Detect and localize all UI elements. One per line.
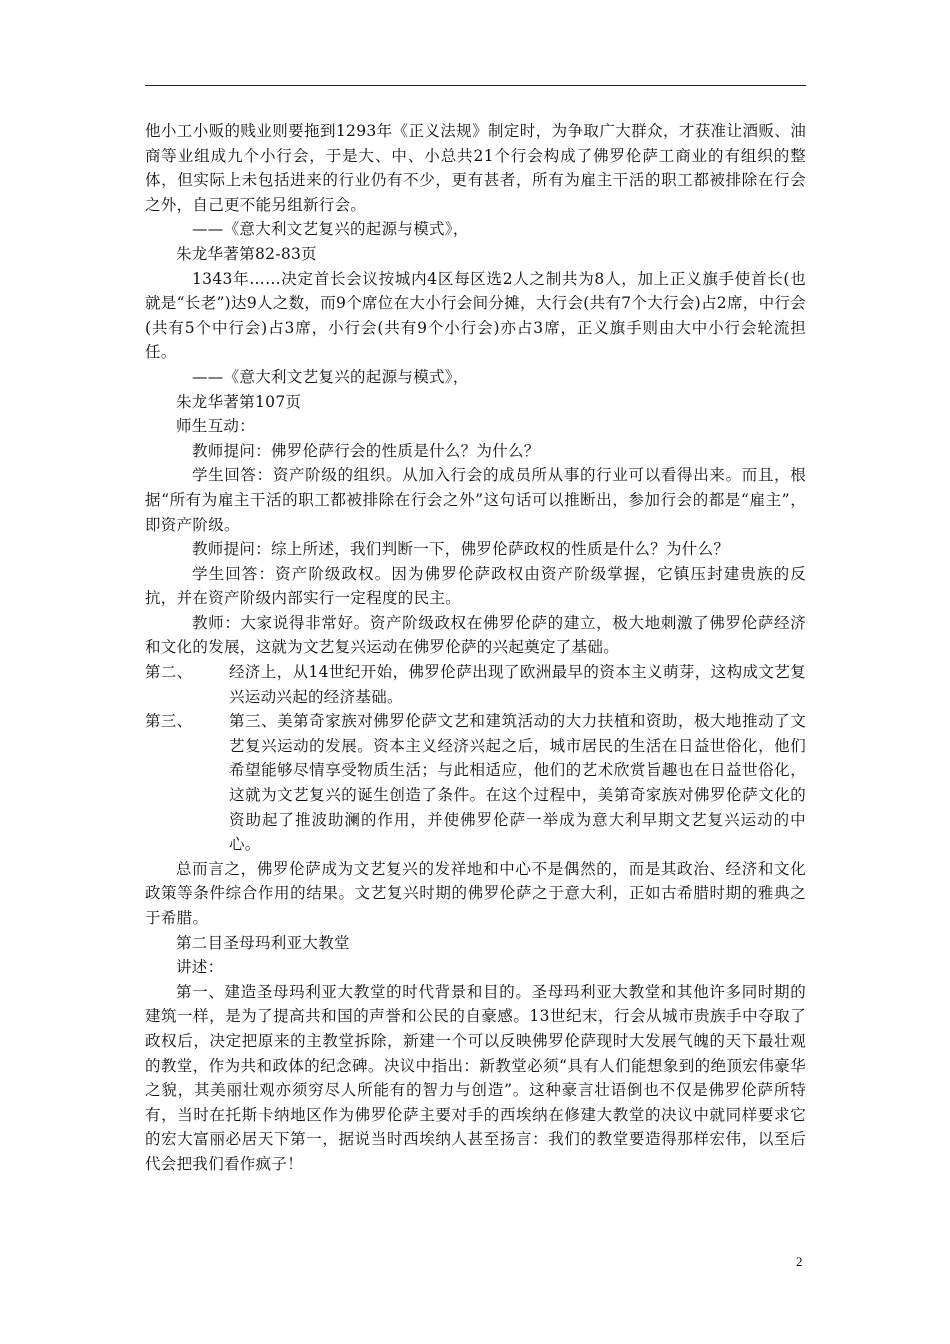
student-answer: 学生回答：资产阶级的组织。从加入行会的成员所从事的行业可以看得出来。而且，根据“所有为雇主干活的职工都被排除在行会之外”这句话可以推断出，参加行会的都是“雇主”，即资产阶级。 [145,466,806,534]
list-number: 第二、 [145,663,193,682]
list-text: 经济上，从14世纪开始，佛罗伦萨出现了欧洲最早的资本主义萌芽，这构成文艺复兴运动兴起的经济基础。 [229,663,806,706]
list-item [145,709,806,857]
section-heading: 第二目圣母玛利亚大教堂 [176,933,350,952]
page-number: 2 [796,1254,803,1269]
paragraph: 他小工小贩的贱业则要拖到1293年《正义法规》制定时，为争取广大群众，才获准让酒贩、油商等业组成九个小行会，于是大、中、小总共21个行会构成了佛罗伦萨工商业的有组织的整体，但实际上未包括进来的行业仍有不少，更有甚者，所有为雇主干活的职工都被排除在行会之外，自己更不能另组新行会。 [145,122,806,214]
list-item [145,660,806,709]
citation-title: ——《意大利文艺复兴的起源与模式》， [192,220,469,239]
paragraph: 1343年……决定首长会议按城内4区每区选2人之制共为8人，加上正义旗手使首长(也就是“长老”)达9人之数，而9个席位在大小行会间分摊，大行会(共有7个大行会)占2席，中行会(共有5个中行会)占3席，小行会(共有9个小行会)亦占3席，正义旗手则由大中小行会轮流担任。 [145,269,806,362]
list-number: 第三、 [145,712,193,731]
citation-title: ——《意大利文艺复兴的起源与模式》， [192,367,469,386]
citation-author: 朱龙华著第82-83页 [176,244,317,263]
section-label: 讲述： [176,958,224,977]
section-label: 师生互动： [176,417,256,436]
page-content [145,119,806,1177]
list-text: 第三、美第奇家族对佛罗伦萨文艺和建筑活动的大力扶植和资助，极大地推动了文艺复兴运动的发展。资本主义经济兴起之后，城市居民的生活在日益世俗化，他们希望能够尽情享受物质生活；与此相适应，他们的艺术欣赏旨趣也在日益世俗化，这就为文艺复兴的诞生创造了条件。在这个过程中，美第奇家族对佛罗伦萨文化的资助起了推波助澜的作用，并使佛罗伦萨一举成为意大利早期文艺复兴运动的中心。 [229,712,806,854]
paragraph: 第一、建造圣母玛利亚大教堂的时代背景和目的。圣母玛利亚大教堂和其他许多同时期的建筑一样，是为了提高共和国的声誉和公民的自豪感。13世纪末，行会从城市贵族手中夺取了政权后，决定把原来的主教堂拆除，新建一个可以反映佛罗伦萨现时大发展气魄的天下最壮观的教堂，作为共和政体的纪念碑。决议中指出：新教堂必须“具有人们能想象到的绝顶宏伟豪华之貌，其美丽壮观亦须穷尽人所能有的智力与创造”。这种豪言壮语倒也不仅是佛罗伦萨所特有，当时在托斯卡纳地区作为佛罗伦萨主要对手的西埃纳在修建大教堂的决议中就同样要求它的宏大富丽必居天下第一，据说当时西埃纳人甚至扬言：我们的教堂要造得那样宏伟，以至后代会把我们看作疯子！ [145,982,806,1173]
header-rule [145,85,806,86]
citation-author: 朱龙华著第107页 [176,392,302,411]
student-answer: 学生回答：资产阶级政权。因为佛罗伦萨政权由资产阶级掌握，它镇压封建贵族的反抗，并在资产阶级内部实行一定程度的民主。 [145,564,806,608]
teacher-question: 教师提问：综上所述，我们判断一下，佛罗伦萨政权的性质是什么？为什么？ [192,540,730,559]
teacher-comment: 教师：大家说得非常好。资产阶级政权在佛罗伦萨的建立，极大地刺激了佛罗伦萨经济和文化的发展，这就为文艺复兴运动在佛罗伦萨的兴起奠定了基础。 [145,613,806,657]
teacher-question: 教师提问：佛罗伦萨行会的性质是什么？为什么？ [192,441,540,460]
paragraph: 总而言之，佛罗伦萨成为文艺复兴的发祥地和中心不是偶然的，而是其政治、经济和文化政策等条件综合作用的结果。文艺复兴时期的佛罗伦萨之于意大利，正如古希腊时期的雅典之于希腊。 [145,859,806,927]
